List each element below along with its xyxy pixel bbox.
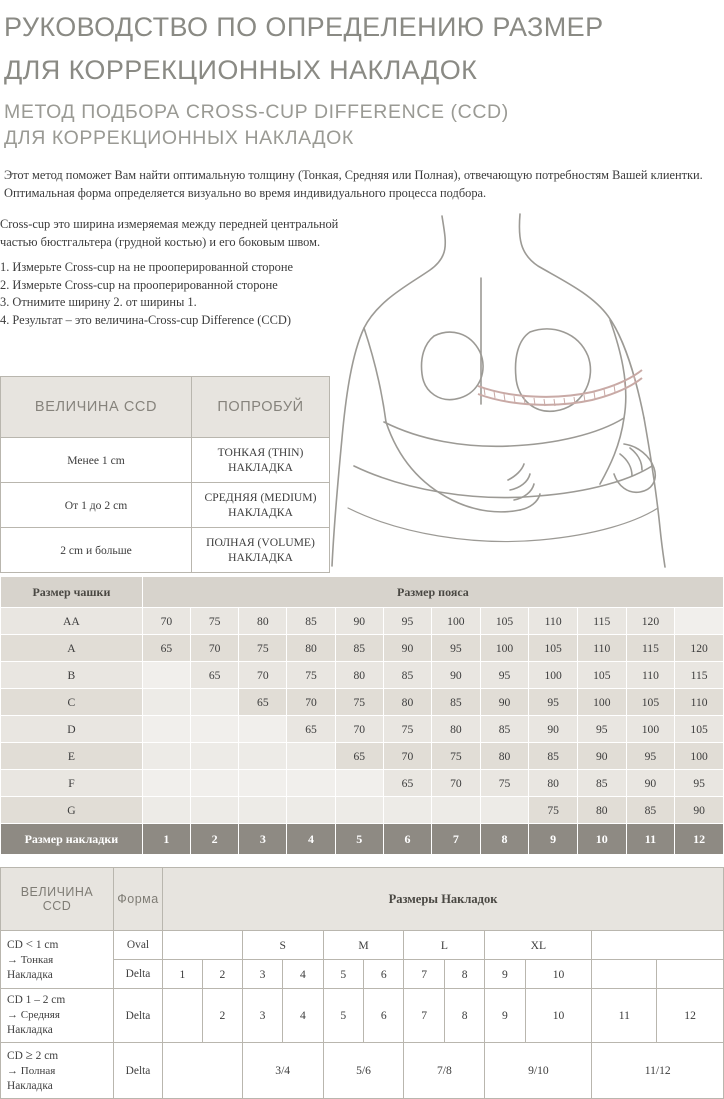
band-size-cell-empty <box>383 797 431 824</box>
ccd-range-line3: Накладка <box>7 1080 53 1092</box>
pad-size-cell: 10 <box>525 989 592 1043</box>
band-size-cell: 65 <box>191 662 239 689</box>
band-size-cell: 95 <box>675 770 724 797</box>
table-row <box>1 689 724 716</box>
pad-size-footer-cell: 9 <box>529 824 578 855</box>
pads-header-ccd-line2: CCD <box>42 899 72 913</box>
pad-size-footer-row <box>1 824 724 855</box>
band-size-cell: 85 <box>577 770 626 797</box>
ccd-range-line2: → Средняя <box>7 1009 60 1021</box>
page-subtitle <box>0 86 724 150</box>
band-size-cell: 70 <box>239 662 287 689</box>
pad-size-cell: 4 <box>283 960 323 989</box>
measure-step-1: 1. Измерьте Cross-cup на не прооперированной стороне <box>0 260 293 274</box>
table-row <box>1 635 724 662</box>
cup-band-size-table <box>0 576 724 855</box>
band-size-cell: 95 <box>529 689 578 716</box>
pad-size-footer-cell: 7 <box>432 824 481 855</box>
pad-size-cell: XL <box>485 931 592 960</box>
band-size-cell: 90 <box>335 608 383 635</box>
ccd-range-line1: CD < 1 cm <box>7 936 59 951</box>
pad-size-footer-cell: 5 <box>335 824 383 855</box>
method-text <box>0 216 350 329</box>
page-title-line1: РУКОВОДСТВО ПО ОПРЕДЕЛЕНИЮ РАЗМЕР <box>4 12 604 42</box>
band-size-cell: 105 <box>626 689 675 716</box>
band-size-cell: 75 <box>191 608 239 635</box>
cup-size-label: C <box>1 689 143 716</box>
pad-sizes-table <box>0 867 724 1099</box>
band-size-cell-empty <box>191 770 239 797</box>
pads-header-form: Форма <box>114 868 163 931</box>
ccd-try-3-line2: НАКЛАДКА <box>228 551 293 564</box>
pad-size-cell: 9/10 <box>485 1043 592 1099</box>
band-size-cell: 90 <box>577 743 626 770</box>
table-row <box>1 608 724 635</box>
table-row <box>1 483 330 528</box>
band-size-cell: 95 <box>432 635 481 662</box>
pad-size-cell-empty <box>163 989 203 1043</box>
band-size-cell: 90 <box>480 689 529 716</box>
band-size-cell: 80 <box>529 770 578 797</box>
band-size-cell: 90 <box>383 635 431 662</box>
pad-size-cell-empty <box>163 1043 243 1099</box>
pad-form-cell: Delta <box>114 960 163 989</box>
ccd-range-line3: Накладка <box>7 969 53 981</box>
cup-size-label: D <box>1 716 143 743</box>
pad-size-cell: 6 <box>364 960 404 989</box>
band-size-cell: 115 <box>675 662 724 689</box>
table-row <box>1 716 724 743</box>
band-size-cell: 95 <box>383 608 431 635</box>
cup-size-label: G <box>1 797 143 824</box>
pad-size-footer-label: Размер накладки <box>1 824 143 855</box>
measure-step-2: 2. Измерьте Cross-cup на прооперированной стороне <box>0 277 278 292</box>
band-size-cell-empty <box>239 716 287 743</box>
pad-size-cell: 5 <box>323 989 363 1043</box>
band-size-cell: 95 <box>480 662 529 689</box>
band-size-cell: 85 <box>335 635 383 662</box>
band-size-cell: 80 <box>287 635 335 662</box>
band-size-cell: 70 <box>335 716 383 743</box>
table-row <box>1 528 330 573</box>
pad-size-footer-cell: 10 <box>577 824 626 855</box>
size-table-header-band: Размер пояса <box>142 577 723 608</box>
page-subtitle-line1: МЕТОД ПОДБОРА CROSS-CUP DIFFERENCE (CCD) <box>4 101 509 123</box>
band-size-cell: 80 <box>577 797 626 824</box>
band-size-cell: 100 <box>529 662 578 689</box>
table-row <box>1 662 724 689</box>
table-row <box>1 1043 724 1099</box>
band-size-cell-empty <box>142 797 190 824</box>
band-size-cell: 85 <box>287 608 335 635</box>
band-size-cell-empty <box>142 662 190 689</box>
pad-size-cell: 10 <box>525 960 592 989</box>
ccd-try-3-line1: ПОЛНАЯ (VOLUME) <box>206 536 315 549</box>
pad-size-cell: 7/8 <box>404 1043 485 1099</box>
band-size-cell-empty <box>480 797 529 824</box>
intro-paragraph: Этот метод поможет Вам найти оптимальную толщину (Тонкая, Средняя или Полная), отвечающую потребностям Вашей клиентки. Оптимальная форма определяется визуально во время индивидуального процесса подбора. <box>4 168 703 200</box>
pad-size-footer-cell: 1 <box>142 824 190 855</box>
ccd-table-header-try: ПОПРОБУЙ <box>192 377 330 438</box>
band-size-cell: 80 <box>335 662 383 689</box>
band-size-cell-empty <box>335 770 383 797</box>
band-size-cell-empty <box>191 689 239 716</box>
pad-size-cell-empty <box>163 931 243 960</box>
ccd-thickness-table <box>0 376 330 573</box>
band-size-cell: 70 <box>287 689 335 716</box>
pad-size-footer-cell: 3 <box>239 824 287 855</box>
band-size-cell: 75 <box>529 797 578 824</box>
pad-size-cell-empty <box>657 960 724 989</box>
ccd-range-line1: CD 1 – 2 cm <box>7 994 66 1006</box>
band-size-cell-empty <box>191 797 239 824</box>
ccd-range-line2: → Тонкая <box>7 954 54 966</box>
pad-size-cell: 9 <box>485 989 525 1043</box>
band-size-cell: 85 <box>480 716 529 743</box>
table-row <box>1 931 724 960</box>
cup-size-label: E <box>1 743 143 770</box>
pad-size-footer-cell: 6 <box>383 824 431 855</box>
band-size-cell: 65 <box>142 635 190 662</box>
band-size-cell-empty <box>675 608 724 635</box>
band-size-cell-empty <box>142 716 190 743</box>
band-size-cell: 95 <box>626 743 675 770</box>
pad-size-cell: 3 <box>242 989 282 1043</box>
pad-size-cell: 2 <box>202 960 242 989</box>
band-size-cell: 120 <box>626 608 675 635</box>
pad-size-cell: 7 <box>404 960 444 989</box>
pad-size-footer-cell: 4 <box>287 824 335 855</box>
band-size-cell: 70 <box>383 743 431 770</box>
band-size-cell: 115 <box>626 635 675 662</box>
pads-header-ccd <box>1 868 114 931</box>
cup-size-label: B <box>1 662 143 689</box>
pad-size-cell: 9 <box>485 960 525 989</box>
band-size-cell: 75 <box>432 743 481 770</box>
band-size-cell: 85 <box>626 797 675 824</box>
band-size-cell: 120 <box>675 635 724 662</box>
comparison-operator-icon: ≥ <box>25 1047 33 1062</box>
ccd-table-header-value: ВЕЛИЧИНА CCD <box>1 377 192 438</box>
band-size-cell: 65 <box>335 743 383 770</box>
band-size-cell: 105 <box>529 635 578 662</box>
ccd-range-cell <box>1 989 114 1043</box>
band-size-cell-empty <box>287 743 335 770</box>
pad-size-cell: S <box>242 931 323 960</box>
band-size-cell: 100 <box>626 716 675 743</box>
table-row <box>1 770 724 797</box>
measure-steps <box>0 259 350 329</box>
band-size-cell-empty <box>432 797 481 824</box>
ccd-try-2-line2: НАКЛАДКА <box>228 506 293 519</box>
band-size-cell: 90 <box>432 662 481 689</box>
band-size-cell: 110 <box>626 662 675 689</box>
comparison-operator-icon: < <box>25 936 34 951</box>
ccd-try-1 <box>192 438 330 483</box>
ccd-range-cell <box>1 931 114 989</box>
page-title-line2: ДЛЯ КОРРЕКЦИОННЫХ НАКЛАДОК <box>4 55 478 85</box>
pad-size-footer-cell: 11 <box>626 824 675 855</box>
cross-cup-definition: Cross-cup это ширина измеряемая между передней центральной частью бюстгальтера (грудной костью) и его боковым швом. <box>0 217 339 249</box>
pad-size-footer-cell: 12 <box>675 824 724 855</box>
pad-form-cell: Oval <box>114 931 163 960</box>
band-size-cell: 70 <box>432 770 481 797</box>
band-size-cell: 75 <box>239 635 287 662</box>
ccd-range-line3: Накладка <box>7 1024 53 1036</box>
pad-size-cell: M <box>323 931 404 960</box>
band-size-cell: 110 <box>529 608 578 635</box>
pad-size-footer-cell: 8 <box>480 824 529 855</box>
ccd-range-line2: → Полная <box>7 1065 56 1077</box>
page-title <box>0 0 724 86</box>
band-size-cell: 105 <box>675 716 724 743</box>
band-size-cell-empty <box>239 770 287 797</box>
table-row <box>1 989 724 1043</box>
pad-size-cell: 6 <box>364 989 404 1043</box>
band-size-cell: 75 <box>287 662 335 689</box>
ccd-value-2: От 1 до 2 cm <box>1 483 192 528</box>
pad-form-cell: Delta <box>114 989 163 1043</box>
band-size-cell: 95 <box>577 716 626 743</box>
ccd-try-1-line2: НАКЛАДКА <box>228 461 293 474</box>
band-size-cell: 110 <box>577 635 626 662</box>
band-size-cell-empty <box>191 743 239 770</box>
ccd-range-line1: CD ≥ 2 cm <box>7 1047 59 1062</box>
band-size-cell: 80 <box>383 689 431 716</box>
band-size-cell: 65 <box>383 770 431 797</box>
pad-form-cell: Delta <box>114 1043 163 1099</box>
band-size-cell-empty <box>142 743 190 770</box>
band-size-cell: 90 <box>675 797 724 824</box>
band-size-cell-empty <box>191 716 239 743</box>
cup-size-label: A <box>1 635 143 662</box>
pad-size-cell: 1 <box>163 960 203 989</box>
pad-size-cell-empty <box>592 931 724 960</box>
pads-header-ccd-line1: ВЕЛИЧИНА <box>20 885 94 899</box>
band-size-cell: 85 <box>383 662 431 689</box>
band-size-cell: 90 <box>529 716 578 743</box>
pad-size-cell: 8 <box>444 989 484 1043</box>
band-size-cell-empty <box>287 797 335 824</box>
band-size-cell: 105 <box>480 608 529 635</box>
band-size-cell: 65 <box>239 689 287 716</box>
ccd-try-1-line1: ТОНКАЯ (THIN) <box>217 446 304 459</box>
pad-size-footer-cell: 2 <box>191 824 239 855</box>
pad-size-cell: 4 <box>283 989 323 1043</box>
pad-size-cell: 11/12 <box>592 1043 724 1099</box>
band-size-cell: 115 <box>577 608 626 635</box>
pad-size-cell: L <box>404 931 485 960</box>
band-size-cell: 100 <box>577 689 626 716</box>
ccd-try-3 <box>192 528 330 573</box>
measuring-tape <box>478 370 642 405</box>
pad-size-cell: 12 <box>657 989 724 1043</box>
ccd-value-3: 2 cm и больше <box>1 528 192 573</box>
band-size-cell-empty <box>239 743 287 770</box>
band-size-cell: 105 <box>577 662 626 689</box>
ccd-range-cell <box>1 1043 114 1099</box>
band-size-cell: 110 <box>675 689 724 716</box>
band-size-cell: 75 <box>383 716 431 743</box>
band-size-cell: 85 <box>432 689 481 716</box>
method-section <box>0 216 724 566</box>
band-size-cell: 85 <box>529 743 578 770</box>
band-size-cell: 80 <box>480 743 529 770</box>
cup-size-label: F <box>1 770 143 797</box>
size-table-header-cup: Размер чашки <box>1 577 143 608</box>
band-size-cell: 70 <box>191 635 239 662</box>
band-size-cell: 80 <box>432 716 481 743</box>
measure-step-3: 3. Отнимите ширину 2. от ширины 1. <box>0 295 197 309</box>
pad-size-cell: 3/4 <box>242 1043 323 1099</box>
page-subtitle-line2: ДЛЯ КОРРЕКЦИОННЫХ НАКЛАДОК <box>4 127 354 149</box>
table-row <box>1 797 724 824</box>
band-size-cell: 65 <box>287 716 335 743</box>
band-size-cell: 100 <box>675 743 724 770</box>
ccd-value-1: Менее 1 cm <box>1 438 192 483</box>
torso-measuring-illustration <box>324 208 724 568</box>
pad-size-cell: 8 <box>444 960 484 989</box>
pad-size-cell: 5/6 <box>323 1043 404 1099</box>
pad-size-cell: 7 <box>404 989 444 1043</box>
band-size-cell: 90 <box>626 770 675 797</box>
band-size-cell-empty <box>335 797 383 824</box>
band-size-cell: 75 <box>335 689 383 716</box>
ccd-try-2-line1: СРЕДНЯЯ (MEDIUM) <box>204 491 317 504</box>
table-row <box>1 743 724 770</box>
pad-size-cell: 11 <box>592 989 657 1043</box>
band-size-cell: 70 <box>142 608 190 635</box>
measure-step-4: 4. Результат – это величина-Cross-cup Difference (CCD) <box>0 312 291 327</box>
pad-size-cell: 3 <box>242 960 282 989</box>
cup-size-label: AA <box>1 608 143 635</box>
band-size-cell-empty <box>239 797 287 824</box>
band-size-cell-empty <box>142 770 190 797</box>
ccd-try-2 <box>192 483 330 528</box>
pad-size-cell: 5 <box>323 960 363 989</box>
band-size-cell: 100 <box>480 635 529 662</box>
pads-header-sizes: Размеры Накладок <box>163 868 724 931</box>
band-size-cell: 80 <box>239 608 287 635</box>
table-row <box>1 438 330 483</box>
band-size-cell: 75 <box>480 770 529 797</box>
band-size-cell-empty <box>287 770 335 797</box>
pad-size-cell-empty <box>592 960 657 989</box>
band-size-cell: 100 <box>432 608 481 635</box>
pad-size-cell: 2 <box>202 989 242 1043</box>
band-size-cell-empty <box>142 689 190 716</box>
